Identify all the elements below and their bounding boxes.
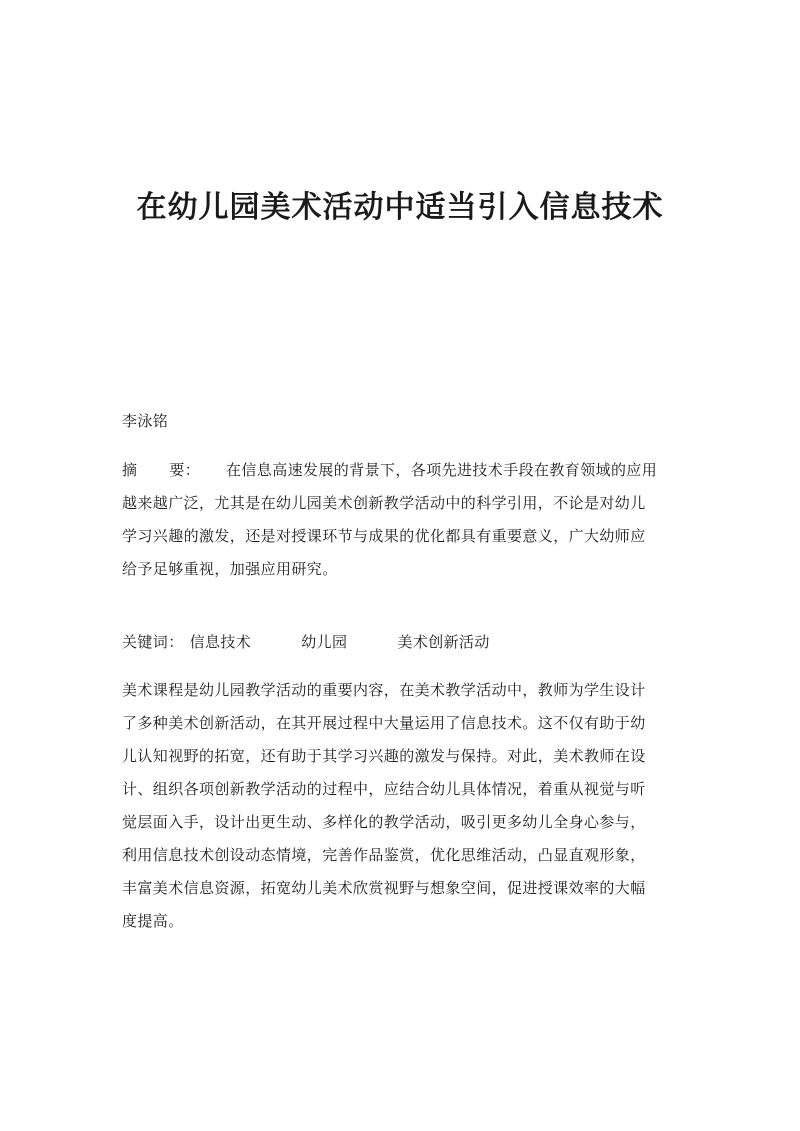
paragraph-line: 丰富美术信息资源，拓宽幼儿美术欣赏视野与想象空间，促进授课效率的大幅: [122, 879, 646, 897]
keyword-item: 幼儿园: [301, 633, 348, 651]
paragraph-line: 计、组织各项创新教学活动的过程中，应结合幼儿具体情况，着重从视觉与听: [122, 780, 646, 798]
abstract-line: [122, 454, 680, 487]
abstract-label-char: 摘: [122, 461, 138, 479]
abstract: [122, 454, 680, 586]
abstract-line: 学习兴趣的激发，还是对授课环节与成果的优化都具有重要意义，广大幼师应: [122, 527, 646, 545]
paragraph-line: 度提高。: [122, 912, 184, 930]
paragraph-line: 利用信息技术创设动态情境，完善作品鉴赏，优化思维活动，凸显直观形象，: [122, 846, 646, 864]
body-paragraph: [122, 674, 680, 938]
keyword-item: 美术创新活动: [397, 633, 490, 651]
document-title: 在幼儿园美术活动中适当引入信息技术: [136, 190, 664, 225]
abstract-label: [122, 454, 226, 487]
paragraph-line: 了多种美术创新活动，在其开展过程中大量运用了信息技术。这不仅有助于幼: [122, 714, 646, 732]
abstract-line: 越来越广泛，尤其是在幼儿园美术创新教学活动中的科学引用，不论是对幼儿: [122, 494, 646, 512]
abstract-line: 给予足够重视，加强应用研究。: [122, 560, 338, 578]
paragraph-line: 儿认知视野的拓宽，还有助于其学习兴趣的激发与保持。对此，美术教师在设: [122, 747, 646, 765]
author-name: 李泳铭: [122, 412, 169, 430]
paragraph-line: 觉层面入手，设计出更生动、多样化的教学活动，吸引更多幼儿全身心参与，: [122, 813, 646, 831]
keyword-item: 信息技术: [189, 633, 252, 651]
paragraph-line: 美术课程是幼儿园教学活动的重要内容，在美术教学活动中，教师为学生设计: [122, 681, 646, 699]
keywords: [122, 630, 680, 654]
abstract-label-char: 要：: [169, 461, 201, 479]
keywords-label: 关键词：: [122, 633, 184, 651]
abstract-text: 在信息高速发展的背景下，各项先进技术手段在教育领域的应用: [226, 461, 658, 479]
